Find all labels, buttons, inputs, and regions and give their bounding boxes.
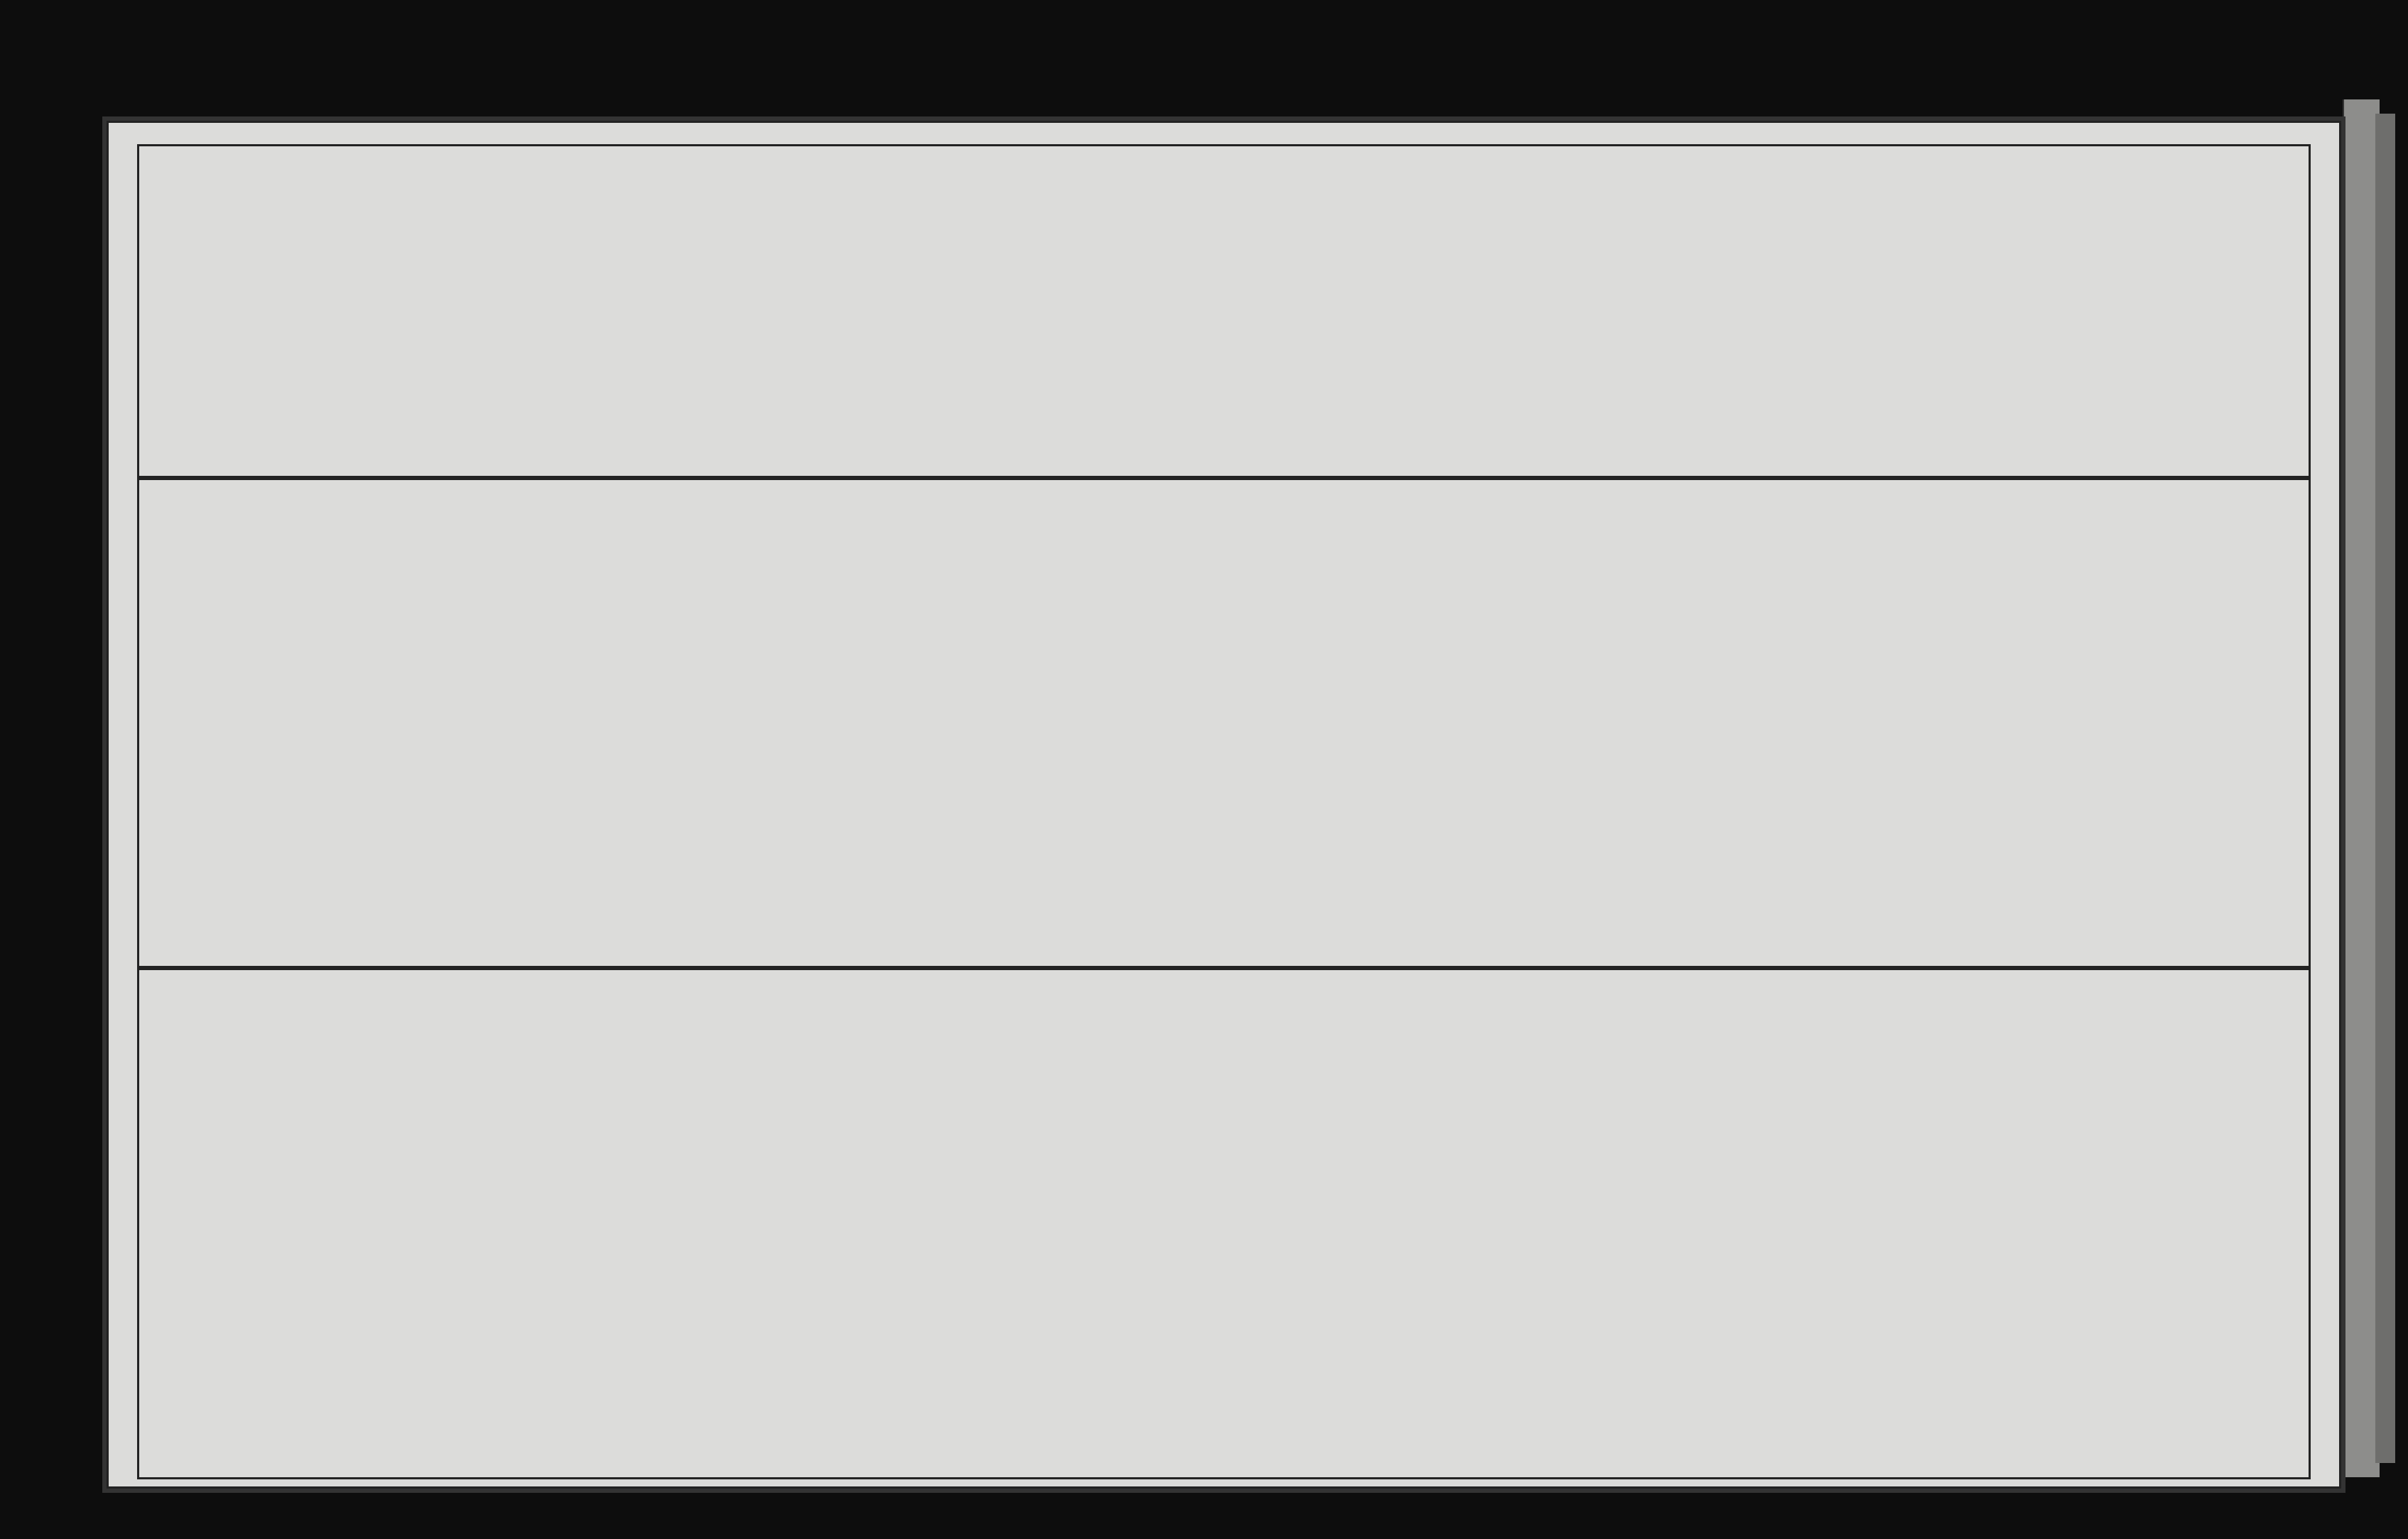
private-farm-section: [137, 478, 2311, 968]
page-edge-shadow: [2375, 114, 2395, 1463]
census-card: [107, 121, 2341, 1489]
page-edge: [2343, 99, 2380, 1477]
lease-table: [137, 968, 2311, 1479]
crops-table: [137, 144, 2311, 478]
